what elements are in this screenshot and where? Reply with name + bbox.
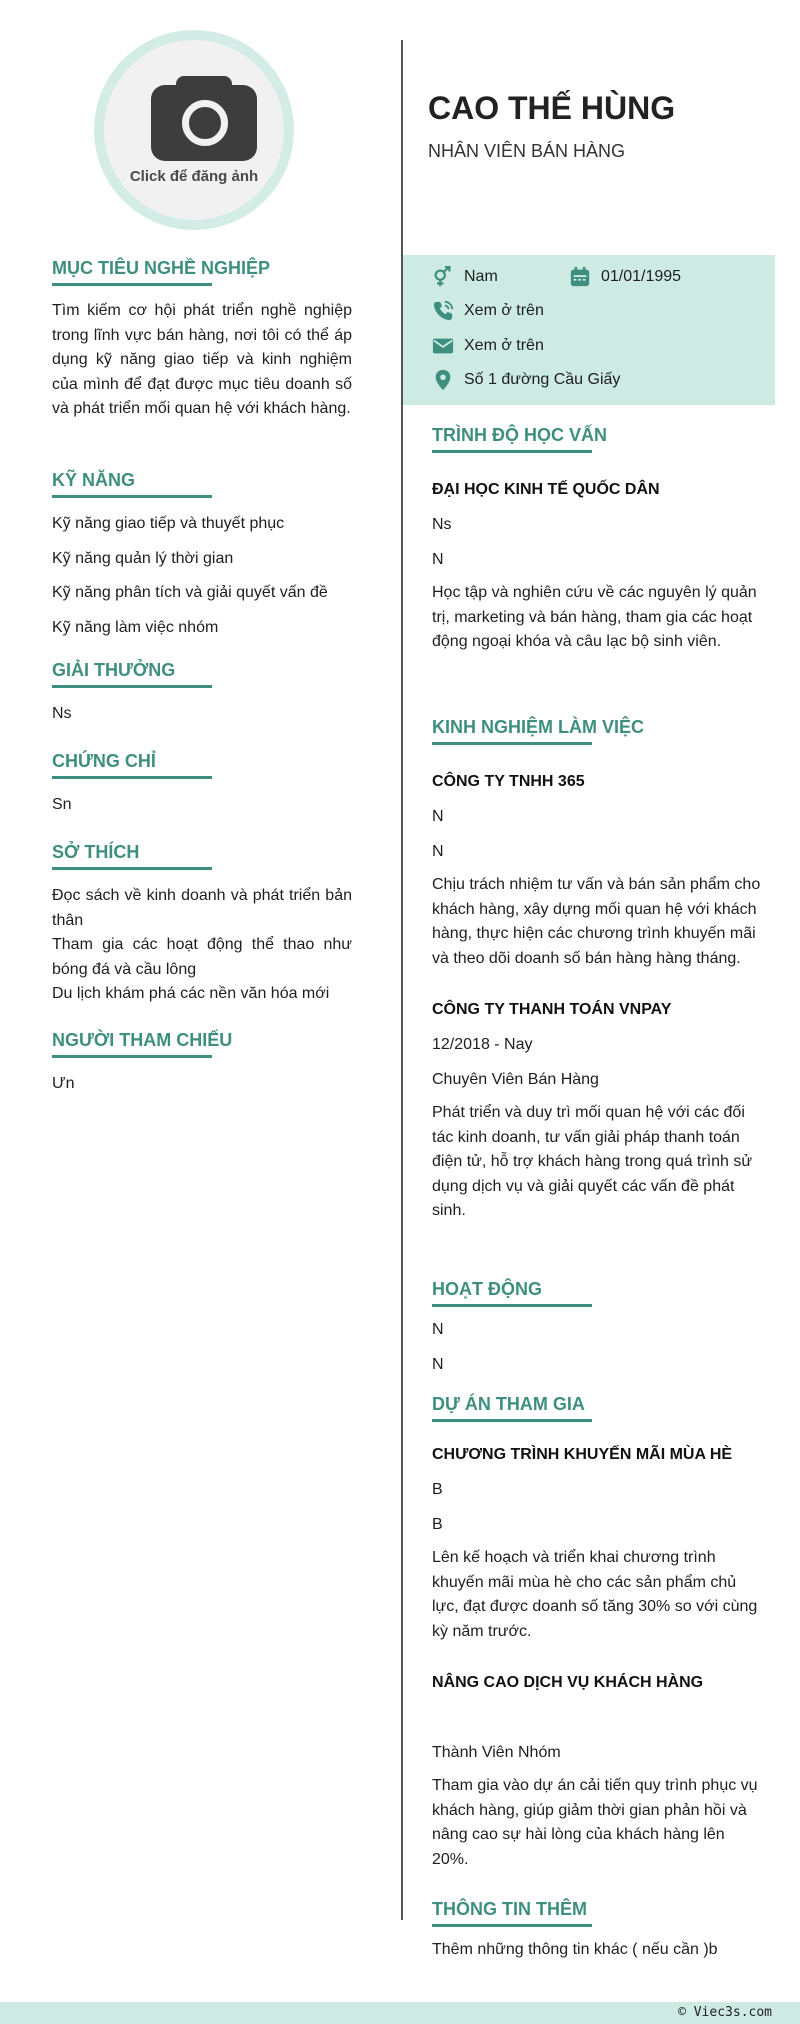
- section-title[interactable]: CHỨNG CHỈ: [52, 751, 156, 771]
- section-underline: [432, 1924, 592, 1927]
- references-text[interactable]: Ưn: [52, 1075, 75, 1092]
- job-time[interactable]: 12/2018 - Nay: [432, 1036, 533, 1053]
- school-name[interactable]: ĐẠI HỌC KINH TẾ QUỐC DÂN: [432, 481, 660, 498]
- education-time[interactable]: Ns: [432, 516, 452, 533]
- contact-email: [432, 335, 544, 357]
- section-certificates: [52, 751, 352, 818]
- section-underline: [432, 450, 592, 453]
- section-underline: [52, 495, 212, 498]
- gender-text[interactable]: Nam: [464, 268, 498, 285]
- awards-text[interactable]: Ns: [52, 705, 72, 722]
- certificates-text[interactable]: Sn: [52, 796, 72, 813]
- job-position[interactable]: N: [432, 843, 444, 860]
- candidate-name[interactable]: CAO THẾ HÙNG: [428, 90, 676, 126]
- section-experience: [432, 717, 762, 1224]
- email-icon: [432, 335, 454, 357]
- education-desc[interactable]: Học tập và nghiên cứu về các nguyên lý quản trị, marketing và bán hàng, tham gia các hoạt động ngoại khóa và câu lạc bộ sinh viên.: [432, 584, 757, 650]
- skill-item[interactable]: Kỹ năng giao tiếp và thuyết phục: [52, 515, 285, 532]
- additional-text[interactable]: Thêm những thông tin khác ( nếu cần )b: [432, 1941, 718, 1958]
- project-desc[interactable]: Lên kế hoạch và triển khai chương trình khuyến mãi mùa hè cho các sản phẩm chủ lực, đạt được doanh số tăng 30% so với cùng kỳ năm trước.: [432, 1549, 758, 1640]
- section-activities: [432, 1279, 762, 1374]
- job-desc[interactable]: Phát triển và duy trì mối quan hệ với các đối tác kinh doanh, tư vấn giải pháp thanh toán điện tử, hỗ trợ khách hàng trong quá trình sử dụng dịch vụ và giải quyết các vấn đề phát sinh.: [432, 1104, 753, 1219]
- section-title[interactable]: KINH NGHIỆM LÀM VIỆC: [432, 717, 645, 737]
- project-role[interactable]: Thành Viên Nhóm: [432, 1744, 561, 1761]
- contact-box: [403, 255, 775, 405]
- job-entry: [432, 1001, 762, 1224]
- hobby-item[interactable]: Du lịch khám phá các nền văn hóa mới: [52, 985, 330, 1002]
- hobby-item[interactable]: Đọc sách về kinh doanh và phát triển bản thân: [52, 887, 352, 929]
- job-title[interactable]: NHÂN VIÊN BÁN HÀNG: [428, 141, 626, 161]
- camera-lens-icon: [182, 100, 228, 146]
- section-title[interactable]: THÔNG TIN THÊM: [432, 1899, 587, 1919]
- contact-birthday: [569, 266, 681, 288]
- section-skills: [52, 470, 352, 640]
- section-title[interactable]: NGƯỜI THAM CHIẾU: [52, 1030, 233, 1050]
- project-entry: [432, 1674, 762, 1872]
- email-text[interactable]: Xem ở trên: [464, 337, 544, 354]
- section-underline: [52, 685, 212, 688]
- objective-text[interactable]: Tìm kiếm cơ hội phát triển nghề nghiệp trong lĩnh vực bán hàng, nơi tôi có thể áp dụng kỹ năng giao tiếp và kinh nghiệm của mình để đạt được mục tiêu doanh số và phát triển mối quan hệ với khách hàng.: [52, 302, 352, 417]
- section-title[interactable]: GIẢI THƯỞNG: [52, 660, 176, 680]
- project-name[interactable]: NÂNG CAO DỊCH VỤ KHÁCH HÀNG: [432, 1674, 704, 1691]
- section-awards: [52, 660, 352, 727]
- section-underline: [52, 867, 212, 870]
- footer-copyright: © Viec3s.com: [678, 2005, 772, 2020]
- location-icon: [432, 369, 454, 391]
- contact-phone: [432, 300, 544, 322]
- section-underline: [432, 1419, 592, 1422]
- section-hobbies: [52, 842, 352, 1007]
- gender-icon: [432, 266, 454, 288]
- section-additional: [432, 1899, 762, 1959]
- section-underline: [52, 1055, 212, 1058]
- section-title[interactable]: DỰ ÁN THAM GIA: [432, 1394, 585, 1414]
- education-major[interactable]: N: [432, 551, 444, 568]
- job-position[interactable]: Chuyên Viên Bán Hàng: [432, 1071, 599, 1088]
- contact-address: [432, 369, 620, 391]
- activity-time[interactable]: N: [432, 1321, 444, 1338]
- project-desc[interactable]: Tham gia vào dự án cải tiến quy trình phục vụ khách hàng, giúp giảm thời gian phản hồi và nâng cao sự hài lòng của khách hàng lên 20%.: [432, 1777, 758, 1868]
- section-underline: [52, 283, 212, 286]
- address-text[interactable]: Số 1 đường Cầu Giấy: [464, 371, 621, 388]
- activity-org[interactable]: N: [432, 1356, 444, 1373]
- footer-bar: [0, 2002, 800, 2024]
- project-role[interactable]: B: [432, 1516, 443, 1533]
- section-title[interactable]: MỤC TIÊU NGHỀ NGHIỆP: [52, 258, 271, 278]
- section-projects: [432, 1394, 762, 1872]
- section-title[interactable]: HOẠT ĐỘNG: [432, 1279, 542, 1299]
- project-name[interactable]: CHƯƠNG TRÌNH KHUYẾN MÃI MÙA HÈ: [432, 1446, 733, 1463]
- project-entry: [432, 1446, 762, 1644]
- birthday-text[interactable]: 01/01/1995: [601, 268, 682, 285]
- calendar-icon: [569, 266, 591, 288]
- project-time[interactable]: [432, 1709, 762, 1727]
- skill-item[interactable]: Kỹ năng quản lý thời gian: [52, 549, 234, 567]
- skill-item[interactable]: Kỹ năng làm việc nhóm: [52, 618, 219, 636]
- phone-icon: [432, 300, 454, 322]
- skill-item[interactable]: Kỹ năng phân tích và giải quyết vấn đề: [52, 584, 328, 601]
- phone-text[interactable]: Xem ở trên: [464, 302, 544, 319]
- hobby-item[interactable]: Tham gia các hoạt động thể thao như bóng đá và cầu lông: [52, 936, 352, 978]
- section-title[interactable]: KỸ NĂNG: [52, 470, 136, 490]
- job-entry: [432, 773, 762, 971]
- section-title[interactable]: SỞ THÍCH: [52, 842, 140, 862]
- section-references: [52, 1030, 352, 1097]
- job-time[interactable]: N: [432, 808, 444, 825]
- contact-gender: [432, 266, 498, 288]
- section-education: [432, 425, 762, 655]
- company-name[interactable]: CÔNG TY THANH TOÁN VNPAY: [432, 1001, 672, 1018]
- section-title[interactable]: TRÌNH ĐỘ HỌC VẤN: [432, 425, 607, 445]
- section-underline: [432, 742, 592, 745]
- project-time[interactable]: B: [432, 1481, 443, 1498]
- avatar-caption: Click để đăng ảnh: [129, 168, 259, 185]
- avatar: [94, 30, 294, 230]
- section-underline: [432, 1304, 592, 1307]
- company-name[interactable]: CÔNG TY TNHH 365: [432, 773, 585, 790]
- avatar-upload-button[interactable]: [104, 40, 284, 220]
- section-underline: [52, 776, 212, 779]
- section-objective: [52, 258, 352, 422]
- job-desc[interactable]: Chịu trách nhiệm tư vấn và bán sản phẩm cho khách hàng, xây dựng mối quan hệ với khách hàng, thực hiện các chương trình khuyến mãi và theo dõi doanh số bán hàng hàng tháng.: [432, 876, 761, 967]
